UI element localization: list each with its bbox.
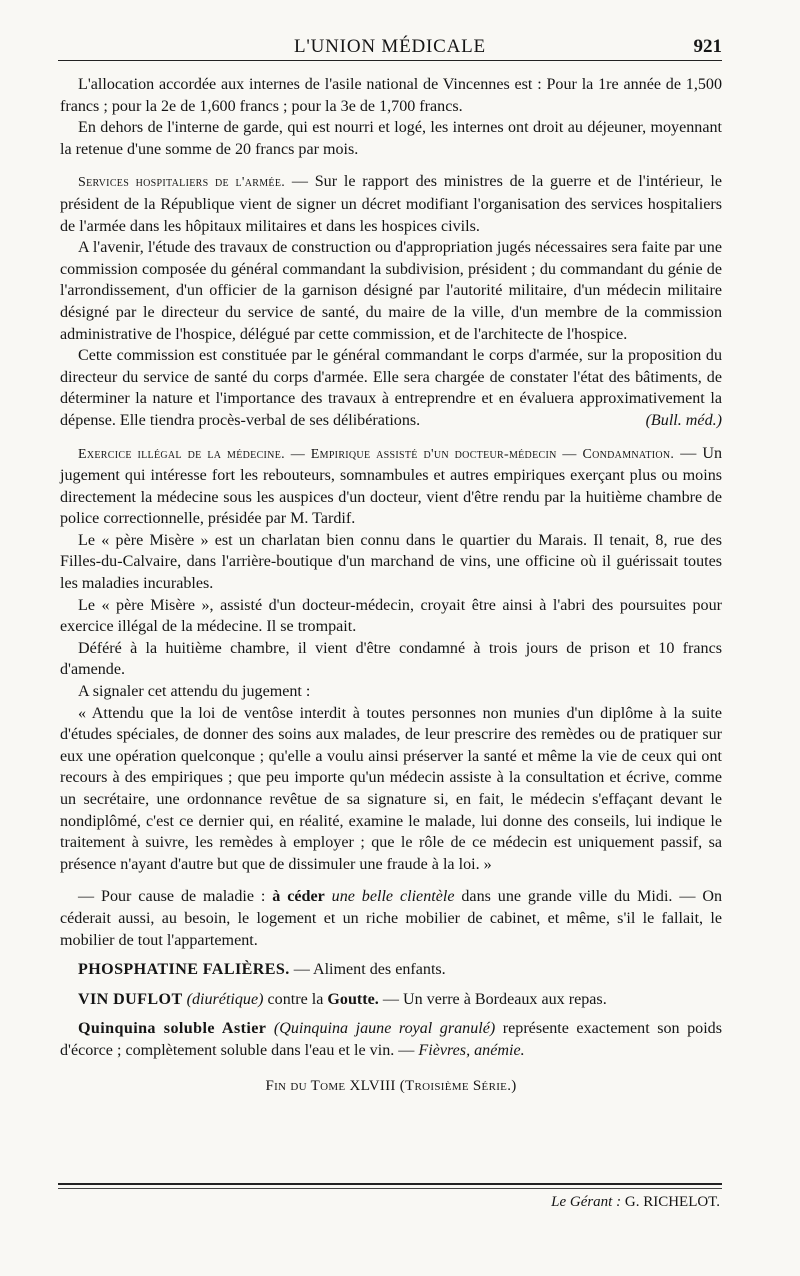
journal-title: L'UNION MÉDICALE — [294, 36, 486, 57]
ad-italic: (Quinquina jaune royal granulé) — [266, 1020, 496, 1038]
gerant-label: Le Gérant : — [551, 1194, 622, 1210]
section-exercice-illegal — [60, 443, 722, 530]
page-number: 921 — [693, 36, 722, 57]
article-body — [60, 74, 722, 1097]
notice-italic: une belle clientèle — [324, 888, 455, 906]
ad-italic: Fièvres, anémie. — [418, 1041, 525, 1059]
running-header — [58, 34, 722, 61]
paragraph-text: — Sur le rapport des ministres de la guerre et de l'intérieur, le président de la République vient de signer un décret modifiant l'organisation des services hospitaliers de l'armée dans les hôpitaux militaires et dans les hospices civils. — [60, 173, 722, 235]
source-citation: (Bull. méd.) — [645, 411, 722, 429]
notice-bold: à céder — [272, 888, 325, 906]
notice-clientele — [60, 886, 722, 951]
paragraph: Le « père Misère » est un charlatan bien connu dans le quartier du Marais. Il tenait, 8, rue des Filles-du-Calvaire, dans l'arrière-boutique d'un marchand de vins, une officine où il guérissait toutes les maladies incurables. — [60, 531, 722, 593]
paragraph: A l'avenir, l'étude des travaux de construction ou d'appropriation jugés nécessaires sera faite par une commission composée du général commandant la subdivision, président ; du commandant du génie de l'arrondissement, d'un officier de la garnison désigné par l'autorité militaire, d'un médecin militaire désigné par le directeur du service de santé, du maire de la ville, d'un membre de la commission administrative de l'hospice, délégué par cette commission, et de l'architecte de l'hospice. — [60, 239, 722, 343]
ad-brand: VIN DUFLOT — [78, 990, 183, 1008]
ad-quinquina — [60, 1018, 722, 1061]
paragraph: Le « père Misère », assisté d'un docteur-médecin, croyait être ainsi à l'abri des poursuites pour exercice illégal de la médecine. Il se trompait. — [60, 596, 722, 636]
section-services-hospitaliers — [60, 171, 722, 237]
ad-text: représente exactement son poids d'écorce ; complètement soluble dans l'eau et le vin. — — [60, 1020, 722, 1059]
ad-bold: Goutte. — [327, 990, 379, 1008]
footer-rule-thin — [58, 1188, 722, 1189]
ad-text: — Aliment des enfants. — [289, 961, 446, 979]
ad-text: contre la — [263, 990, 328, 1008]
section-heading: Exercice illégal de la médecine. — Empirique assisté d'un docteur-médecin — Condamnation. — [78, 446, 675, 462]
paragraph: A signaler cet attendu du jugement : — [78, 683, 311, 701]
ad-vin-duflot — [60, 989, 722, 1011]
notice-text: dans une grande ville du Midi. — On céderait aussi, au besoin, le logement et un riche mobilier de cabinet, et même, s'il le fallait, le mobilier de tout l'appartement. — [60, 888, 723, 949]
ad-italic: (diurétique) — [182, 990, 264, 1008]
ad-brand: PHOSPHATINE FALIÈRES. — [78, 961, 290, 979]
paragraph: En dehors de l'interne de garde, qui est nourri et logé, les internes ont droit au déjeuner, moyennant la retenue d'une somme de 20 francs par mois. — [60, 119, 722, 158]
footer-rule — [58, 1183, 722, 1185]
end-of-volume: Fin du Tome XLVIII (Troisième Série.) — [265, 1077, 517, 1094]
paragraph: Déféré à la huitième chambre, il vient d'être condamné à trois jours de prison et 10 francs d'amende. — [60, 639, 722, 679]
judgment-quote: « Attendu que la loi de ventôse interdit à toutes personnes non munies d'un diplôme à la suite d'études spéciales, de donner des soins aux malades, de leur prescrire des remèdes ou de pratiquer sur eux une opération quelconque ; qu'elle a voulu ainsi préserver la santé et même la vie de ceux qui ont recours à des empiriques ; que peu importe qu'un médecin assiste à la consultation et écrive, comme un secrétaire, une ordonnance revêtue de sa signature si, en fait, le médecin s'effaçant devant le nondiplômé, c'est ce dernier qui, en réalité, examine le malade, lui donne des conseils, lui indique le traitement à suivre, les remèdes à employer ; que le rôle de ce médecin est uniquement passif, sa présence n'ayant d'autre but que de dissimuler une fraude à la loi. » — [60, 704, 722, 873]
paragraph: L'allocation accordée aux internes de l'asile national de Vincennes est : Pour la 1re année de 1,500 francs ; pour la 2e de 1,600 francs ; pour la 3e de 1,700 francs. — [60, 76, 722, 115]
ad-brand: Quinquina soluble Astier — [78, 1020, 267, 1038]
ad-phosphatine — [60, 959, 722, 981]
paragraph-text: — Un jugement qui intéresse fort les rebouteurs, somnambules et autres empiriques exerçant plus ou moins directement la médecine sous les auspices d'un docteur, vient d'être rendu par la huitième chambre de police correctionnelle, présidée par M. Tardif. — [60, 444, 723, 528]
paragraph-text: Cette commission est constituée par le général commandant le corps d'armée, sur la proposition du directeur du service de santé du corps d'armée. Elle sera chargée de constater l'état des bâtiments, de déterminer la nature et l'importance des travaux à entreprendre et en évaluera approximativement la dépense. Elle tiendra procès-verbal de ses délibérations. — [60, 347, 722, 429]
gerant-signature — [551, 1194, 720, 1211]
gerant-name: G. RICHELOT. — [621, 1194, 720, 1210]
section-heading: Services hospitaliers de l'armée. — [78, 175, 286, 191]
ad-text: — Un verre à Bordeaux aux repas. — [378, 990, 607, 1008]
notice-text: — Pour cause de maladie : — [78, 888, 273, 906]
paragraph — [60, 345, 722, 431]
